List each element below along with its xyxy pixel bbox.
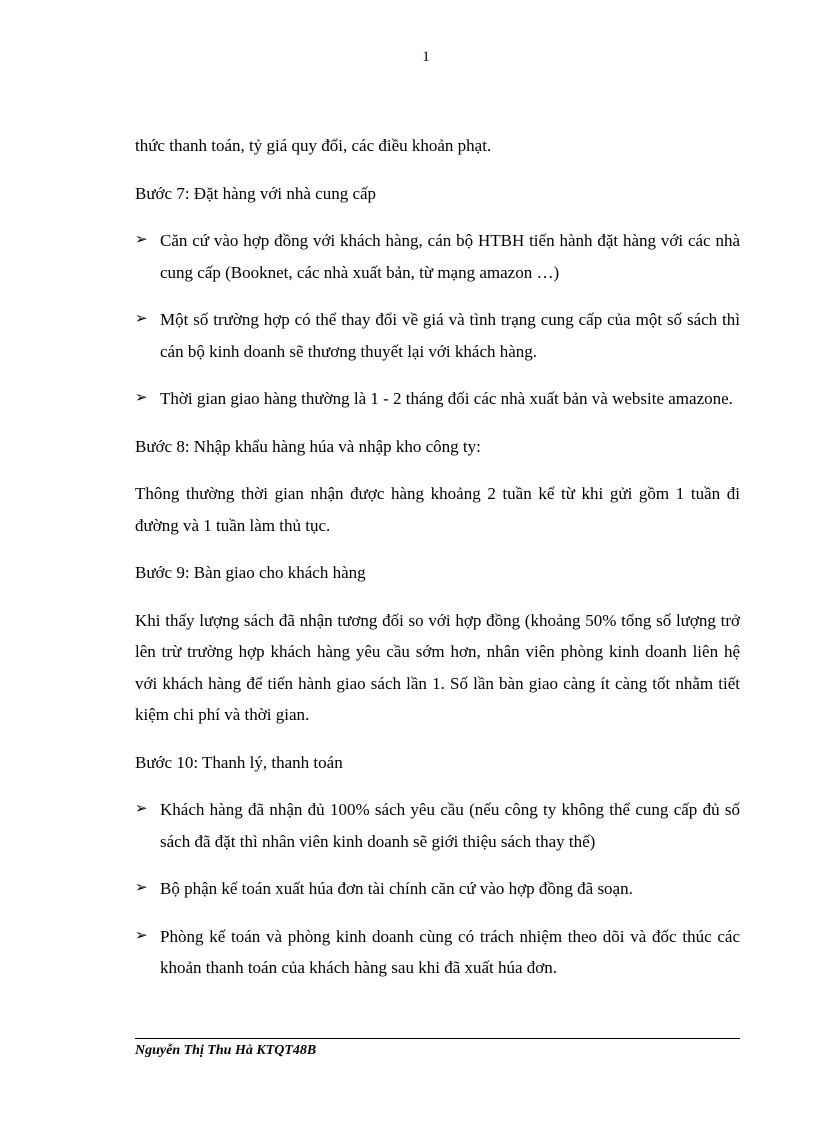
footer-divider xyxy=(135,1038,740,1039)
footer-author: Nguyễn Thị Thu Hà KTQT48B xyxy=(135,1043,317,1058)
step-9-paragraph: Khi thấy lượng sách đã nhận tương đối so với hợp đồng (khoảng 50% tổng số lượng trở lên trừ trường hợp khách hàng yêu cầu sớm hơn, nhân viên phòng kinh doanh liên hệ với khách hàng để tiến hành giao sách lần 1. Số lần bàn giao càng ít càng tốt nhằm tiết kiệm chi phí và thời gian. xyxy=(135,610,740,724)
step-8-paragraph: Thông thường thời gian nhận được hàng khoảng 2 tuần kể từ khi gửi gồm 1 tuần đi đường và 1 tuần làm thủ tục. xyxy=(135,484,740,535)
page-number: 1 xyxy=(422,49,430,65)
bullet-text: Một số trường hợp có thể thay đổi về giá và tình trạng cung cấp của một số sách thì cán bộ kinh doanh sẽ thương thuyết lại với khách hàng. xyxy=(160,310,740,361)
step-7-heading: Bước 7: Đặt hàng với nhà cung cấp xyxy=(135,183,377,203)
bullet-item xyxy=(135,794,740,857)
arrow-bullet-icon: ➢ xyxy=(135,232,148,248)
arrow-bullet-icon: ➢ xyxy=(135,311,148,327)
bullet-text: Khách hàng đã nhận đủ 100% sách yêu cầu (nếu công ty không thể cung cấp đủ số sách đã đặt thì nhân viên kinh doanh sẽ giới thiệu sách thay thế) xyxy=(160,800,740,851)
arrow-bullet-icon: ➢ xyxy=(135,801,148,817)
paragraph-continuation: thức thanh toán, tỷ giá quy đổi, các điều khoản phạt. xyxy=(135,136,492,155)
arrow-bullet-icon: ➢ xyxy=(135,927,148,944)
bullet-item xyxy=(135,383,740,415)
step-10-heading: Bước 10: Thanh lý, thanh toán xyxy=(135,752,343,772)
step-8-heading: Bước 8: Nhập khẩu hàng húa và nhập kho công ty: xyxy=(135,436,481,456)
bullet-text: Phòng kế toán và phòng kinh doanh cùng có trách nhiệm theo dõi và đốc thúc các khoản thanh toán của khách hàng sau khi đã xuất húa đơn. xyxy=(160,926,740,977)
arrow-bullet-icon: ➢ xyxy=(135,390,148,406)
arrow-bullet-icon: ➢ xyxy=(135,880,148,896)
document-body xyxy=(135,130,740,1000)
bullet-text: Bộ phận kế toán xuất húa đơn tài chính căn cứ vào hợp đồng đã soạn. xyxy=(160,879,633,898)
bullet-text: Thời gian giao hàng thường là 1 - 2 tháng đối các nhà xuất bản và website amazone. xyxy=(160,389,733,408)
bullet-item xyxy=(135,921,740,984)
bullet-item xyxy=(135,873,740,905)
bullet-item xyxy=(135,225,740,288)
bullet-text: Căn cứ vào hợp đồng với khách hàng, cán bộ HTBH tiến hành đặt hàng với các nhà cung cấp (Booknet, các nhà xuất bản, từ mạng amazon …) xyxy=(160,231,740,282)
step-9-heading: Bước 9: Bàn giao cho khách hàng xyxy=(135,563,366,582)
bullet-item xyxy=(135,304,740,367)
